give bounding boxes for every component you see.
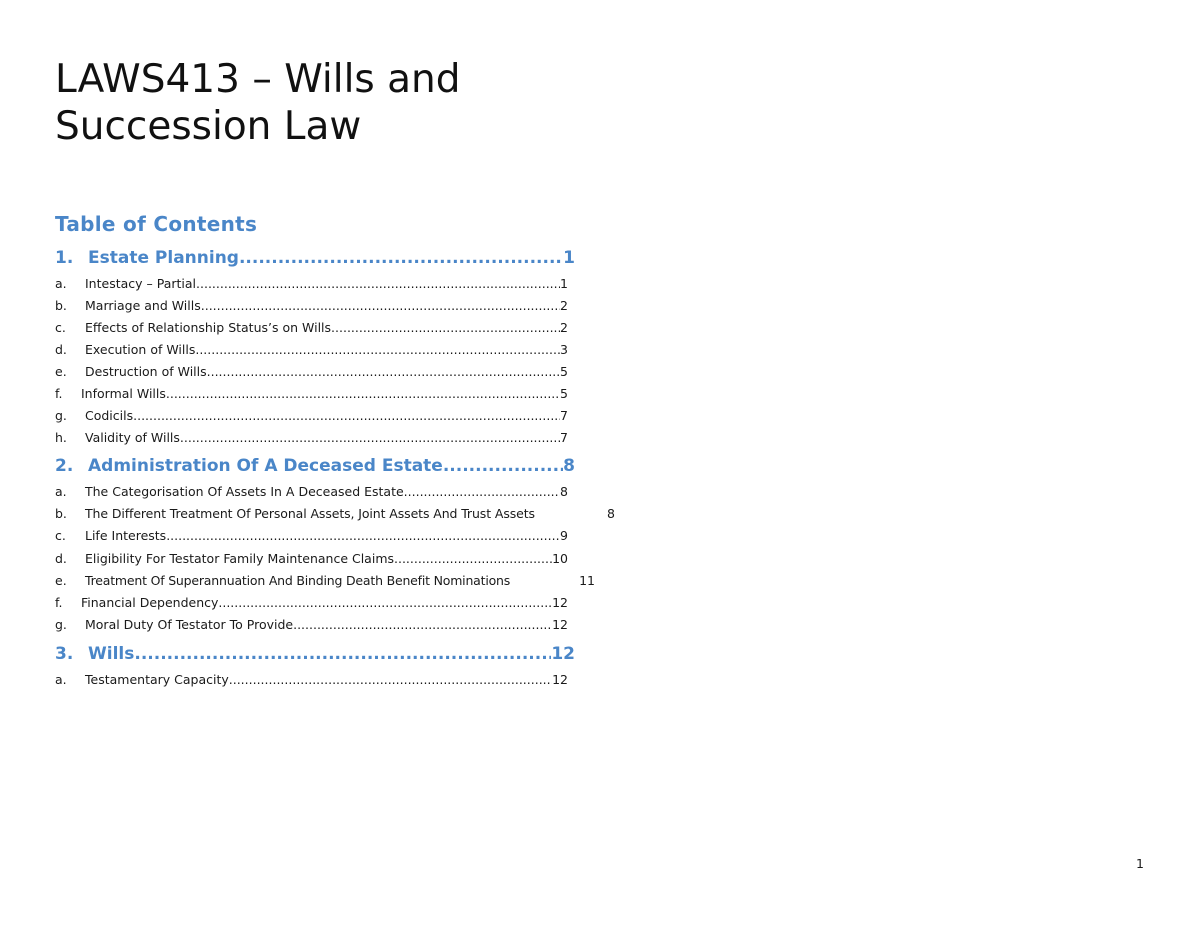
toc-item-letter: a.: [55, 276, 67, 291]
toc-item-label: Codicils: [85, 408, 134, 423]
toc-item[interactable]: [55, 617, 568, 632]
toc-item-label: Life Interests: [85, 528, 167, 543]
toc-dot-leader: [443, 456, 563, 476]
toc-item-page: 10: [552, 551, 568, 566]
toc-item-page: 12: [552, 617, 568, 632]
toc-item-page: 7: [560, 408, 568, 423]
toc-section-label: Estate Planning: [88, 248, 239, 268]
toc-item-page: 8: [607, 506, 615, 521]
toc-item-page: 12: [552, 595, 568, 610]
toc-dot-leader: [394, 551, 552, 566]
toc-dot-leader: [201, 298, 560, 313]
toc-section-estate-planning[interactable]: [55, 248, 575, 268]
toc-item[interactable]: [55, 320, 568, 335]
toc-item[interactable]: [55, 573, 595, 588]
toc-item[interactable]: [55, 672, 568, 687]
toc-section-wills[interactable]: [55, 644, 575, 664]
toc-section-label: Administration Of A Deceased Estate: [88, 456, 443, 476]
toc-item-page: 2: [560, 298, 568, 313]
toc-dot-leader: [207, 364, 560, 379]
document-title-line-2: Succession Law: [55, 104, 362, 149]
page-number: 1: [1136, 856, 1144, 871]
toc-section-number: 3.: [55, 644, 74, 664]
toc-dot-leader: [134, 644, 551, 664]
toc-item[interactable]: [55, 276, 568, 291]
toc-item-label: Marriage and Wills: [85, 298, 201, 313]
toc-item-letter: e.: [55, 364, 67, 379]
toc-section-number: 2.: [55, 456, 74, 476]
toc-item-label: Effects of Relationship Status’s on Wills: [85, 320, 332, 335]
toc-item-letter: a.: [55, 672, 67, 687]
toc-dot-leader: [166, 528, 560, 543]
toc-dot-leader: [229, 672, 552, 687]
toc-item-page: 5: [560, 364, 568, 379]
toc-item-letter: d.: [55, 342, 67, 357]
toc-item-label: The Different Treatment Of Personal Assets, Joint Assets And Trust Assets: [85, 506, 535, 521]
toc-dot-leader: [133, 408, 560, 423]
toc-item[interactable]: [55, 298, 568, 313]
toc-item[interactable]: [55, 484, 568, 499]
toc-item-letter: f.: [55, 386, 63, 401]
toc-item-page: 8: [560, 484, 568, 499]
toc-item[interactable]: [55, 528, 568, 543]
toc-item-label: The Categorisation Of Assets In A Deceased Estate: [85, 484, 404, 499]
toc-item[interactable]: [55, 506, 615, 521]
toc-item-page: 7: [560, 430, 568, 445]
toc-item-label: Destruction of Wills: [85, 364, 207, 379]
toc-item[interactable]: [55, 551, 568, 566]
toc-item[interactable]: [55, 386, 568, 401]
toc-item[interactable]: [55, 342, 568, 357]
toc-item-letter: b.: [55, 506, 67, 521]
toc-item-page: 2: [560, 320, 568, 335]
document-title: [55, 56, 461, 150]
toc-section-page: 1: [563, 248, 575, 268]
toc-item-label: Validity of Wills: [85, 430, 180, 445]
toc-dot-leader: [404, 484, 560, 499]
toc-item-letter: g.: [55, 617, 67, 632]
toc-item-label: Testamentary Capacity: [85, 672, 229, 687]
toc-item-label: Intestacy – Partial: [85, 276, 197, 291]
toc-dot-leader: [239, 248, 563, 268]
toc-dot-leader: [331, 320, 560, 335]
document-title-line-1: LAWS413 – Wills and: [55, 57, 461, 102]
toc-item-page: 12: [552, 672, 568, 687]
toc-item-label: Eligibility For Testator Family Maintenance Claims: [85, 551, 395, 566]
toc-item-page: 11: [579, 573, 595, 588]
toc-item[interactable]: [55, 595, 568, 610]
toc-item-letter: c.: [55, 528, 66, 543]
toc-item-label: Financial Dependency: [81, 595, 219, 610]
toc-heading: Table of Contents: [55, 212, 258, 236]
toc-item-letter: g.: [55, 408, 67, 423]
toc-item-letter: h.: [55, 430, 67, 445]
toc-section-administration[interactable]: [55, 456, 575, 476]
toc-item-page: 5: [560, 386, 568, 401]
toc-section-label: Wills: [88, 644, 135, 664]
toc-dot-leader: [196, 276, 560, 291]
toc-section-number: 1.: [55, 248, 74, 268]
toc-dot-leader: [180, 430, 560, 445]
toc-item-letter: c.: [55, 320, 66, 335]
toc-item-label: Execution of Wills: [85, 342, 196, 357]
toc-section-page: 8: [563, 456, 575, 476]
toc-item-page: 1: [560, 276, 568, 291]
toc-item-page: 3: [560, 342, 568, 357]
toc-item[interactable]: [55, 364, 568, 379]
toc-item-label: Moral Duty Of Testator To Provide: [85, 617, 294, 632]
toc-item-letter: e.: [55, 573, 67, 588]
toc-item[interactable]: [55, 430, 568, 445]
toc-section-page: 12: [551, 644, 575, 664]
toc-item-letter: b.: [55, 298, 67, 313]
toc-dot-leader: [166, 386, 560, 401]
toc-item-label: Treatment Of Superannuation And Binding Death Benefit Nominations: [85, 573, 511, 588]
toc-dot-leader: [195, 342, 560, 357]
toc-dot-leader: [218, 595, 552, 610]
toc-item-letter: d.: [55, 551, 67, 566]
toc-item-label: Informal Wills: [81, 386, 166, 401]
toc-item-page: 9: [560, 528, 568, 543]
toc-dot-leader: [293, 617, 552, 632]
toc-item-letter: a.: [55, 484, 67, 499]
toc-item-letter: f.: [55, 595, 63, 610]
toc-item[interactable]: [55, 408, 568, 423]
